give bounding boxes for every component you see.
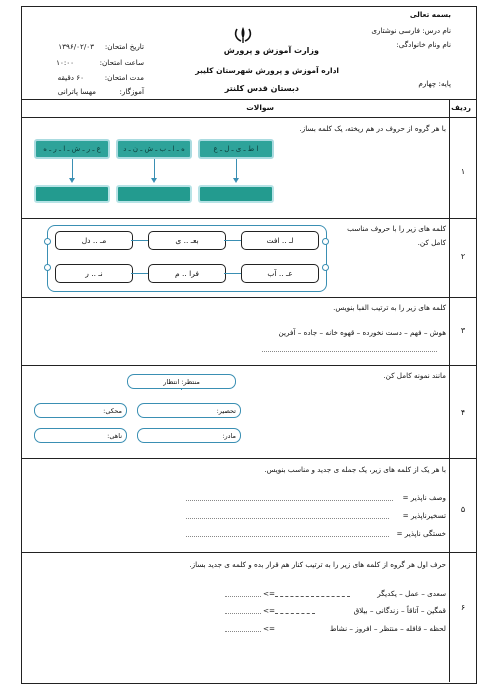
exam-date-label: تاریخ امتحان: <box>104 42 144 51</box>
q5-number: ۵ <box>460 505 466 514</box>
q2-connector-2 <box>131 240 148 241</box>
q2-word-4: عـ .. آب <box>241 264 319 283</box>
q4-sample: منتظر: انتظار <box>127 374 236 389</box>
school-name: دبستان قدس کلنتر <box>224 84 299 93</box>
student-name-label: نام ونام خانوادگی: <box>396 40 451 49</box>
q2-word-5: فرا .. م <box>148 264 226 283</box>
row-divider-1 <box>21 218 477 219</box>
q1-number: ۱ <box>460 167 466 176</box>
exam-duration-value: ۶۰ دقیقه <box>57 73 84 82</box>
q2-prompt-line2: کامل کن. <box>417 238 446 247</box>
q6-item-3: لحظه – قافله – منتظر – افروز – نشاط <box>329 624 446 633</box>
q2-knob-3 <box>44 238 51 245</box>
q4-connector-top <box>181 389 182 390</box>
col-row-header: ردیف <box>451 103 471 112</box>
q2-prompt-line1: کلمه های زیر را با حروف مناسب <box>347 224 446 233</box>
q5-prompt: با هر یک از کلمه های زیر، یک جمله ی جدید و مناسب بنویس. <box>264 465 446 474</box>
q1-answer-box-2[interactable] <box>116 185 192 203</box>
subject-label: نام درس: فارسی نوشتاری <box>371 26 451 35</box>
q4-item-4[interactable] <box>34 428 127 443</box>
q1-answer-box-1[interactable] <box>198 185 274 203</box>
q1-prompt: با هر گروه از حروف در هم ریخته، یک کلمه بساز. <box>299 124 446 133</box>
q6-dash-1 <box>275 596 350 597</box>
q3-prompt: کلمه های زیر را به ترتیب الفبا بنویس. <box>333 303 446 312</box>
q6-item-2: قمگین – آتاقاً – زندگانی – بیلاق <box>353 606 446 615</box>
q1-arrow-2 <box>154 159 155 179</box>
q4-item-1-label: تحصیر: <box>216 407 236 415</box>
q1-arrowhead-1 <box>233 178 239 183</box>
q2-word-3: مـ .. دل <box>55 231 133 250</box>
row-divider-2 <box>21 297 477 298</box>
q3-words: هوش – فهم – دست نخورده – قهوه خانه – جاده – آفرین <box>278 328 446 337</box>
q1-arrow-1 <box>236 159 237 179</box>
q6-dash-2 <box>275 613 315 614</box>
q6-prompt: حرف اول هر گروه از کلمه های زیر را به ترتیب کنار هم قرار بده و کلمه ی جدید بساز. <box>189 560 446 569</box>
q4-item-3[interactable] <box>137 428 241 443</box>
q2-word-2: بعـ .. ی <box>148 231 226 250</box>
q5-item-2: تسخیرناپذیر = <box>402 511 446 520</box>
q5-answer-line-2[interactable] <box>186 518 389 519</box>
q1-group-3: ع ـ ر ـ ش ـ ا ـ ر ـ ه <box>34 139 110 159</box>
q6-arrow-1: => <box>263 589 276 598</box>
q1-group-1: ا ط ـ ی ـ ل ـ ع <box>198 139 274 159</box>
q2-connector-3 <box>224 273 241 274</box>
q6-answer-line-3[interactable] <box>225 631 261 632</box>
q6-number: ۶ <box>460 603 466 612</box>
q6-answer-line-2[interactable] <box>225 613 261 614</box>
exam-time-label: ساعت امتحان: <box>99 58 144 67</box>
q4-item-2-label: محکی: <box>103 407 122 415</box>
q1-arrowhead-2 <box>151 178 157 183</box>
header-divider <box>21 99 477 100</box>
q5-item-3: خستگی ناپذیر = <box>396 529 446 538</box>
teacher-value: مهسا پاترانی <box>57 87 96 96</box>
q2-connector-1 <box>224 240 241 241</box>
q3-number: ۳ <box>460 326 466 335</box>
q2-knob-1 <box>322 238 329 245</box>
iran-emblem-icon <box>232 26 254 44</box>
q5-answer-line-3[interactable] <box>186 536 389 537</box>
row-column-divider <box>449 99 450 682</box>
q6-item-1: سعدی – عمل – یکدیگر <box>377 589 446 598</box>
basmala: بسمه تعالی <box>409 10 451 19</box>
q2-connector-4 <box>131 273 148 274</box>
q1-arrowhead-3 <box>69 178 75 183</box>
q6-arrow-2: => <box>263 606 276 615</box>
exam-time-value: ۱۰:۰۰ <box>56 58 74 67</box>
q3-answer-line[interactable] <box>262 351 437 352</box>
exam-duration-label: مدت امتحان: <box>104 73 144 82</box>
q5-answer-line-1[interactable] <box>186 500 393 501</box>
q2-number: ۲ <box>460 252 466 261</box>
ministry-title: وزارت آموزش و پرورش <box>223 46 319 55</box>
q4-item-3-label: مادر: <box>222 432 236 440</box>
q1-group-2: ه ـ ا ـ ب ـ ش ـ ن ـ د <box>116 139 192 159</box>
q4-item-1[interactable] <box>137 403 241 418</box>
table-header-divider <box>21 117 477 118</box>
q4-number: ۴ <box>460 408 466 417</box>
department-title: اداره آموزش و پرورش شهرستان کلیبر <box>195 66 339 75</box>
row-divider-4 <box>21 458 477 459</box>
exam-date-value: ۱۳۹۶/۰۲/۰۳ <box>58 42 94 51</box>
q2-knob-4 <box>44 264 51 271</box>
teacher-label: آموزگار: <box>119 87 144 96</box>
q4-item-4-label: ناهی: <box>107 432 122 440</box>
col-questions-header: سوالات <box>246 103 274 112</box>
q2-word-6: نـ .. ر <box>55 264 133 283</box>
q5-item-1: وصف ناپذیر = <box>402 493 446 502</box>
grade-label: پایه: چهارم <box>418 79 451 88</box>
q1-arrow-3 <box>72 159 73 179</box>
q6-answer-line-1[interactable] <box>225 596 261 597</box>
q4-item-2[interactable] <box>34 403 127 418</box>
q6-arrow-3: => <box>263 624 276 633</box>
q2-word-1: لـ .. افت <box>241 231 319 250</box>
row-divider-5 <box>21 552 477 553</box>
q4-prompt: مانند نمونه کامل کن. <box>383 371 446 380</box>
row-divider-3 <box>21 365 477 366</box>
q1-answer-box-3[interactable] <box>34 185 110 203</box>
q2-knob-2 <box>322 264 329 271</box>
